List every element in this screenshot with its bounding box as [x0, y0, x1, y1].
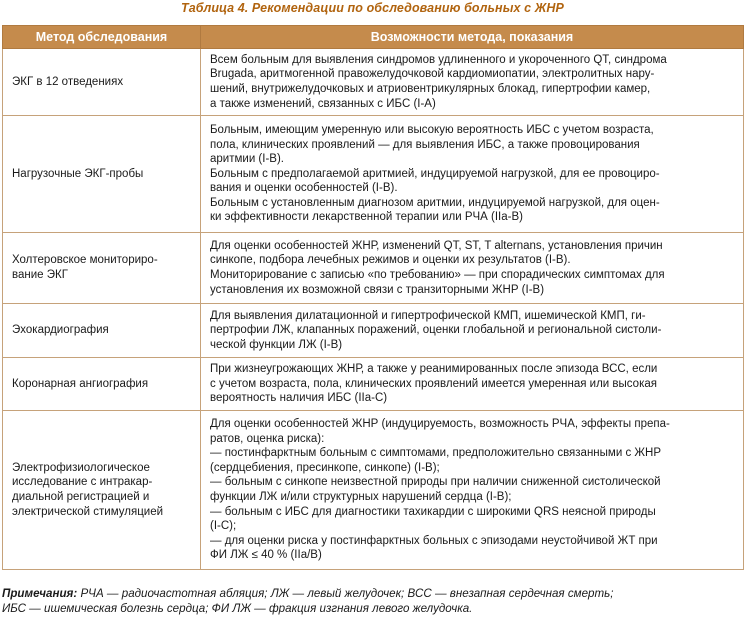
- description-line: Больным, имеющим умеренную или высокую вероятность ИБС с учетом возраста,: [210, 123, 654, 136]
- method-cell: [3, 233, 201, 304]
- description-line: — для оценки риска у постинфарктных больных с эпизодами неустойчивой ЖТ при: [210, 534, 658, 547]
- method-line: Коронарная ангиография: [12, 377, 149, 390]
- description-cell: [201, 358, 744, 411]
- method-line: электрической стимуляцией: [12, 505, 164, 518]
- method-line: Эхокардиография: [12, 324, 109, 337]
- description-line: пертрофии ЛЖ, клапанных поражений, оценки глобальной и региональной систоли-: [210, 324, 662, 337]
- method-line: диальной регистрацией и: [12, 491, 150, 503]
- table-row: [3, 49, 744, 116]
- notes-line-1: РЧА — радиочастотная абляция; ЛЖ — левый желудочек; ВСС — внезапная сердечная смерть;: [77, 587, 614, 600]
- description-line: с учетом возраста, пола, клинических проявлений имеется умеренная или высокая: [210, 377, 657, 390]
- description-line: (сердцебиения, пресинкопе, синкопе) (I-B);: [210, 461, 440, 474]
- description-line: функции ЛЖ и/или структурных нарушений сердца (I-B);: [210, 491, 512, 503]
- description-cell: [201, 304, 744, 358]
- table-row: [3, 233, 744, 304]
- description-line: вероятность наличия ИБС (IIa-C): [210, 392, 388, 405]
- description-line: шений, внутрижелудочковых и атриовентрикулярных блокад, гипертрофии камер,: [210, 83, 651, 95]
- description-line: ратов, оценка риска):: [210, 432, 325, 445]
- description-line: — больным с синкопе неизвестной природы при наличии сниженной систолической: [210, 476, 661, 489]
- method-line: Электрофизиологическое: [12, 461, 150, 474]
- description-line: ческой функции ЛЖ (I-B): [210, 338, 343, 351]
- table-row: [3, 358, 744, 411]
- description-line: Для выявления дилатационной и гипертрофической КМП, ишемической КМП, ги-: [210, 309, 646, 322]
- description-line: ки эффективности лекарственной терапии или РЧА (IIa-B): [210, 211, 523, 224]
- description-line: (I-C);: [210, 520, 237, 533]
- description-line: Brugada, аритмогенной правожелудочковой кардиомиопатии, электролитных нару-: [210, 68, 655, 81]
- method-cell: [3, 304, 201, 358]
- table-row: [3, 304, 744, 358]
- description-line: пола, клинических проявлений — для выявления ИБС, а также провоцирования: [210, 138, 640, 151]
- description-line: синкопе, подбора лечебных режимов и оценки их результатов (I-B).: [210, 254, 571, 267]
- method-cell: [3, 358, 201, 411]
- recommendations-table: [2, 25, 744, 570]
- description-line: установления их возможной связи с транзиторными ЖНР (I-B): [210, 283, 545, 296]
- header-description: Возможности метода, показания: [201, 26, 744, 49]
- description-line: Больным с установленным диагнозом аритмии, индуцируемой нагрузкой, для оцен-: [210, 196, 660, 209]
- description-line: а также изменений, связанных с ИБС (I-A): [210, 97, 436, 110]
- description-line: Мониторирование с записью «по требованию» — при спорадических симптомах для: [210, 269, 665, 281]
- header-method: Метод обследования: [3, 26, 201, 49]
- description-line: — больным с ИБС для диагностики тахикардии с широкими QRS неясной природы: [210, 505, 656, 518]
- table-row: [3, 116, 744, 233]
- description-line: Больным с предполагаемой аритмией, индуцируемой нагрузкой, для ее провоциро-: [210, 167, 660, 180]
- method-line: Холтеровское мониториро-: [12, 254, 158, 267]
- description-line: вания и оценки особенностей (I-B).: [210, 182, 398, 195]
- notes-line-2: ИБС — ишемическая болезнь сердца; ФИ ЛЖ — фракция изгнания левого желудочка.: [2, 602, 473, 615]
- table-row: [3, 411, 744, 570]
- description-cell: [201, 411, 744, 570]
- method-line: Нагрузочные ЭКГ-пробы: [12, 167, 144, 180]
- method-line: исследование с интракар-: [12, 476, 153, 489]
- description-line: ФИ ЛЖ ≤ 40 % (IIa/B): [210, 549, 322, 562]
- notes-label: Примечания:: [2, 587, 78, 600]
- description-cell: [201, 49, 744, 116]
- method-cell: [3, 411, 201, 570]
- method-line: ЭКГ в 12 отведениях: [12, 75, 124, 88]
- method-cell: [3, 116, 201, 233]
- description-line: Для оценки особенностей ЖНР, изменений QT, ST, T alternans, установления причин: [210, 239, 663, 252]
- table-notes: [2, 586, 743, 616]
- description-cell: [201, 233, 744, 304]
- description-line: — постинфарктным больным с симптомами, предположительно связанными с ЖНР: [210, 447, 661, 460]
- table-header-row: [3, 26, 744, 49]
- method-cell: [3, 49, 201, 116]
- description-cell: [201, 116, 744, 233]
- description-line: Всем больным для выявления синдромов удлиненного и укороченного QT, синдрома: [210, 53, 667, 66]
- method-line: вание ЭКГ: [12, 269, 68, 281]
- description-line: аритмии (I-B).: [210, 153, 284, 166]
- table-caption: Таблица 4. Рекомендации по обследованию больных с ЖНР: [180, 1, 564, 15]
- description-line: Для оценки особенностей ЖНР (индуцируемость, возможность РЧА, эффекты препа-: [210, 418, 670, 431]
- description-line: При жизнеугрожающих ЖНР, а также у реанимированных после эпизода ВСС, если: [210, 363, 658, 376]
